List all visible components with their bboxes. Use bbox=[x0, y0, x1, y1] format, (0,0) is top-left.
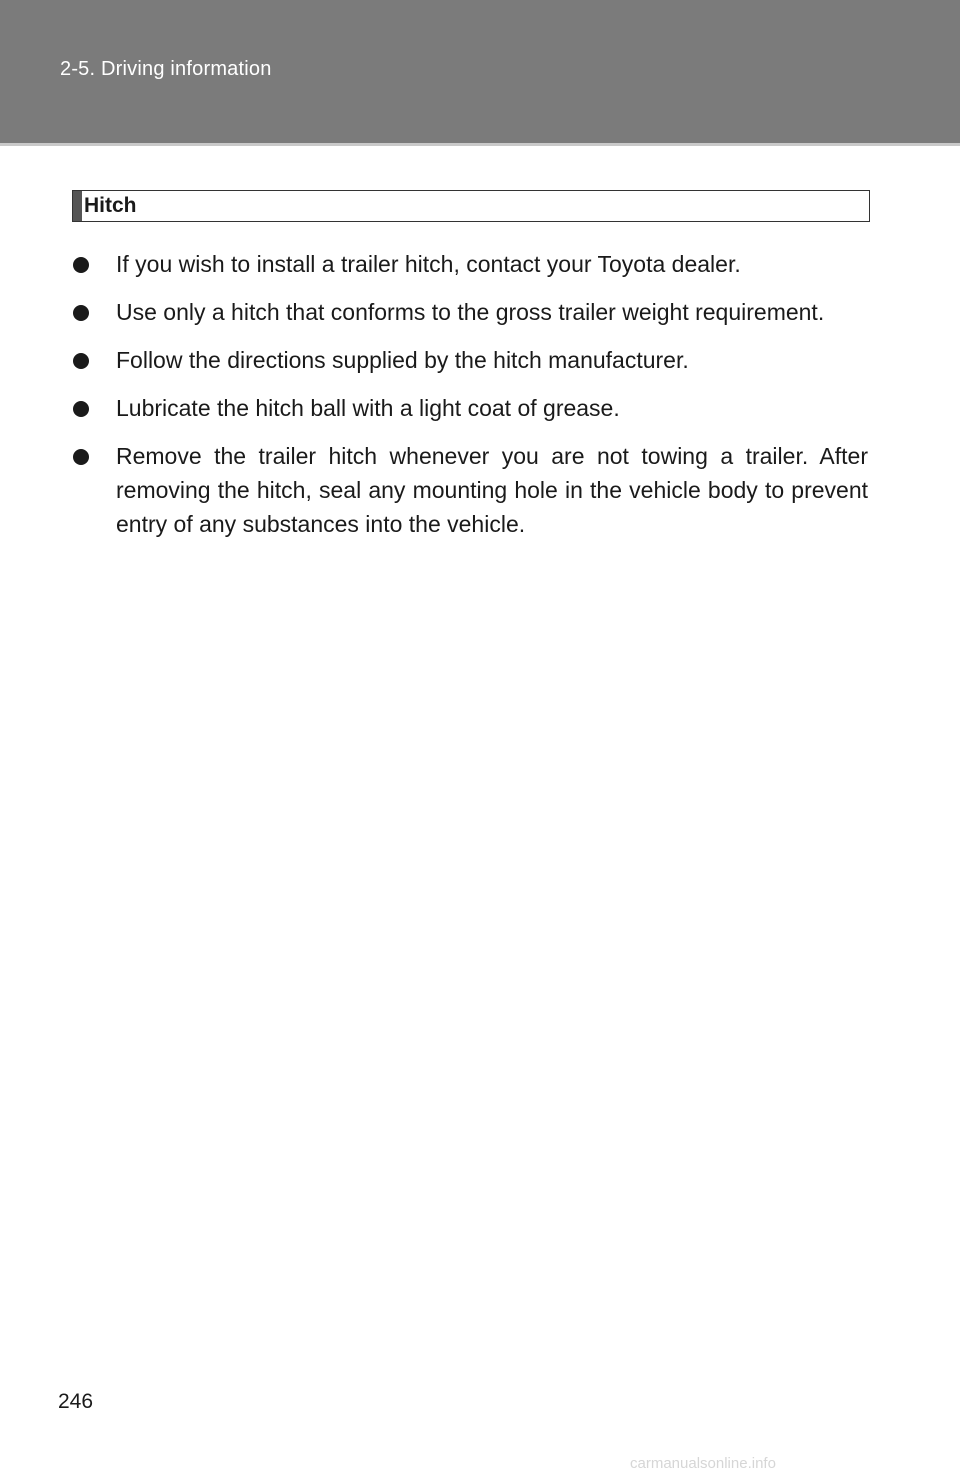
breadcrumb: 2-5. Driving information bbox=[60, 58, 272, 80]
bullet-text: Lubricate the hitch ball with a light coat of grease. bbox=[116, 395, 620, 421]
bullet-item bbox=[73, 343, 868, 377]
bullet-text: Follow the directions supplied by the hitch manufacturer. bbox=[116, 347, 689, 373]
bullet-dot-icon bbox=[73, 401, 89, 417]
bullet-item bbox=[73, 295, 868, 329]
bullet-dot-icon bbox=[73, 353, 89, 369]
bullet-dot-icon bbox=[73, 305, 89, 321]
bullet-list bbox=[73, 247, 868, 555]
bullet-item bbox=[73, 391, 868, 425]
header-divider bbox=[0, 143, 960, 146]
section-heading-bar bbox=[73, 191, 82, 221]
bullet-item bbox=[73, 439, 868, 541]
bullet-dot-icon bbox=[73, 449, 89, 465]
page-number: 246 bbox=[58, 1390, 94, 1413]
section-heading-box bbox=[72, 190, 870, 222]
bullet-item bbox=[73, 247, 868, 281]
bullet-text: Remove the trailer hitch whenever you are not towing a trailer. After removing the hitch, seal any mounting hole in the vehicle body to prevent entry of any substances into the vehicle. bbox=[116, 443, 868, 537]
section-title: Hitch bbox=[84, 194, 137, 217]
bullet-dot-icon bbox=[73, 257, 89, 273]
bullet-text: If you wish to install a trailer hitch, contact your Toyota dealer. bbox=[116, 251, 741, 277]
bullet-text: Use only a hitch that conforms to the gross trailer weight requirement. bbox=[116, 299, 825, 325]
watermark-text: carmanualsonline.info bbox=[630, 1455, 776, 1472]
